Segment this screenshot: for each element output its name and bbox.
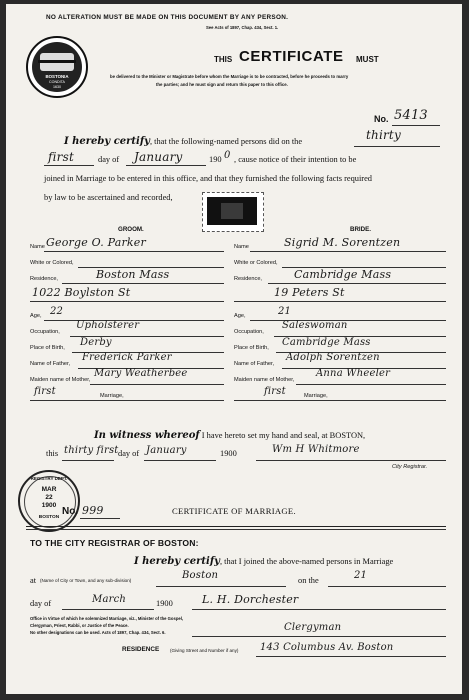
groom-marriage-label: Marriage, <box>100 393 124 399</box>
seal-text-line2: CONDITA <box>49 80 65 84</box>
bride-marriage-label: Marriage, <box>304 393 328 399</box>
bride-mother: Anna Wheeler <box>316 368 391 379</box>
witness-heading: In witness whereof <box>94 430 200 441</box>
marriage-at-note: (Name of City or Town, and any sub-division) <box>40 578 132 583</box>
bride-mother-label: Maiden name of Mother, <box>234 377 295 383</box>
marriage-year: 1900 <box>156 599 173 608</box>
bride-marriage: first <box>264 386 286 397</box>
bride-residence-1: Cambridge Mass <box>294 268 392 281</box>
marriage-day-of: day of <box>30 599 52 608</box>
revenue-stamp-icon <box>202 192 264 232</box>
groom-marriage: first <box>34 386 56 397</box>
office-note-3: No other designations can be used. Acts of 1897, Chap. 434, Sect. 6. <box>30 630 166 635</box>
groom-residence-2: 1022 Boylston St <box>32 286 131 299</box>
witness-day: thirty first <box>64 445 119 456</box>
bride-residence-2: 19 Peters St <box>274 286 345 299</box>
bride-birth-label: Place of Birth, <box>234 345 269 351</box>
groom-name-label: Name <box>30 244 45 250</box>
bride-residence-label: Residence, <box>234 276 262 282</box>
this-label: THIS <box>214 55 233 64</box>
groom-mother: Mary Weatherbee <box>94 368 188 379</box>
groom-father: Frederick Parker <box>82 352 172 363</box>
day-of-label: day of <box>98 155 120 164</box>
groom-occupation: Upholsterer <box>76 320 140 331</box>
groom-mother-label: Maiden name of Mother, <box>30 377 91 383</box>
bride-occupation-label: Occupation, <box>234 329 264 335</box>
groom-name: George O. Parker <box>46 236 146 249</box>
to-registrar-heading: TO THE CITY REGISTRAR OF BOSTON: <box>30 538 199 548</box>
intro-text-2: , cause notice of their intention to be <box>234 155 357 164</box>
registry-date-stamp-icon <box>18 470 80 532</box>
seal-text-line3: 1630 <box>53 85 61 89</box>
witness-text: I have hereto set my hand and seal, at BOSTON, <box>201 431 366 440</box>
groom-birth-label: Place of Birth, <box>30 345 65 351</box>
groom-heading: GROOM. <box>118 226 144 233</box>
must-label: MUST <box>356 55 379 64</box>
bride-birth: Cambridge Mass <box>282 337 371 348</box>
groom-birth: Derby <box>80 337 112 348</box>
certificate-of-marriage-heading: CERTIFICATE OF MARRIAGE. <box>172 506 296 516</box>
stamp-day: 22 <box>45 494 53 501</box>
bride-color-label: White or Colored, <box>234 260 278 266</box>
certificate-title: CERTIFICATE <box>239 48 344 65</box>
bride-heading: BRIDE. <box>350 226 371 233</box>
bride-name: Sigrid M. Sorentzen <box>284 236 401 249</box>
marriage-at-label: at <box>30 576 37 585</box>
stamp-year: 1900 <box>41 502 57 509</box>
stamp-no-label: No. <box>62 506 79 517</box>
marriage-certify-text: , that I joined the above-named persons in Marriage <box>219 557 394 566</box>
marriage-month: March <box>92 594 127 605</box>
registrar-signature: Wm H Whitmore <box>272 444 360 455</box>
bride-occupation: Saleswoman <box>282 320 348 331</box>
certificate-number: 5413 <box>394 108 428 123</box>
bride-father: Adolph Sorentzen <box>286 352 380 363</box>
acts-reference: See Acts of 1897, Chap. 434, Sect. 1. <box>206 25 279 30</box>
bride-father-label: Name of Father, <box>234 361 275 367</box>
intro-line2: joined in Marriage to be entered in this office, and that they furnished the following facts required <box>44 174 372 183</box>
year-prefix: 190 <box>209 155 222 164</box>
witness-day-of: day of <box>118 449 140 458</box>
marriage-on-the: on the <box>298 576 319 585</box>
stamp-number: 999 <box>82 504 104 517</box>
witness-year: 1900 <box>220 449 237 458</box>
office-note-1: Office in Virtue of which he solemnized Marriage, viz., Minister of the Gospel, <box>30 616 184 621</box>
instruction-line1: be delivered to the Minister or Magistrate before whom the Marriage is to be contracted, before he proceeds to marry <box>110 74 349 79</box>
notice-month: January <box>134 150 183 164</box>
groom-residence-1: Boston Mass <box>96 268 170 281</box>
bride-name-label: Name <box>234 244 249 250</box>
groom-father-label: Name of Father, <box>30 361 71 367</box>
bride-age-label: Age, <box>234 313 246 319</box>
witness-this: this <box>46 449 59 458</box>
intro-line3: by law to be ascertained and recorded, <box>44 193 173 202</box>
marriage-certificate-document <box>6 4 462 694</box>
stamp-city: BOSTON <box>38 515 60 520</box>
warning-text: NO ALTERATION MUST BE MADE ON THIS DOCUMENT BY ANY PERSON. <box>46 14 289 21</box>
intro-text-1: , that the following-named persons did on the <box>149 137 303 146</box>
instruction-line2: the parties; and he must sign and return this paper to this office. <box>156 82 288 87</box>
marriage-certify: I hereby certify <box>134 556 220 567</box>
groom-residence-label: Residence, <box>30 276 58 282</box>
office-note-2: Clergyman, Priest, Rabbi, or Justice of the Peace. <box>30 623 129 628</box>
residence-label: RESIDENCE <box>122 646 160 653</box>
officiant-residence: 143 Columbus Av. Boston <box>260 642 394 653</box>
city-seal-icon <box>26 36 88 98</box>
groom-age: 22 <box>50 306 64 317</box>
witness-month: January <box>146 445 187 456</box>
certificate-number-label: No. <box>374 114 389 124</box>
groom-color-label: White or Colored, <box>30 260 74 266</box>
officiant-signature: L. H. Dorchester <box>202 593 299 606</box>
notice-day-word2: first <box>48 150 74 164</box>
stamp-month: MAR <box>41 486 57 493</box>
marriage-day: 21 <box>354 570 368 581</box>
intro-certify: I hereby certify <box>64 136 150 147</box>
bride-age: 21 <box>278 306 292 317</box>
seal-text-top: BOSTONIA <box>45 74 69 79</box>
notice-day-word: thirty <box>366 128 401 142</box>
marriage-place: Boston <box>182 570 219 581</box>
groom-occupation-label: Occupation, <box>30 329 60 335</box>
officiant-office: Clergyman <box>284 622 342 633</box>
groom-age-label: Age, <box>30 313 42 319</box>
year-suffix: 0 <box>224 150 231 161</box>
residence-note: (Giving Street and Number if any) <box>170 648 239 653</box>
registrar-label: City Registrar. <box>392 464 428 470</box>
stamp-outer-text: REGISTRY DEPT. <box>30 476 68 481</box>
